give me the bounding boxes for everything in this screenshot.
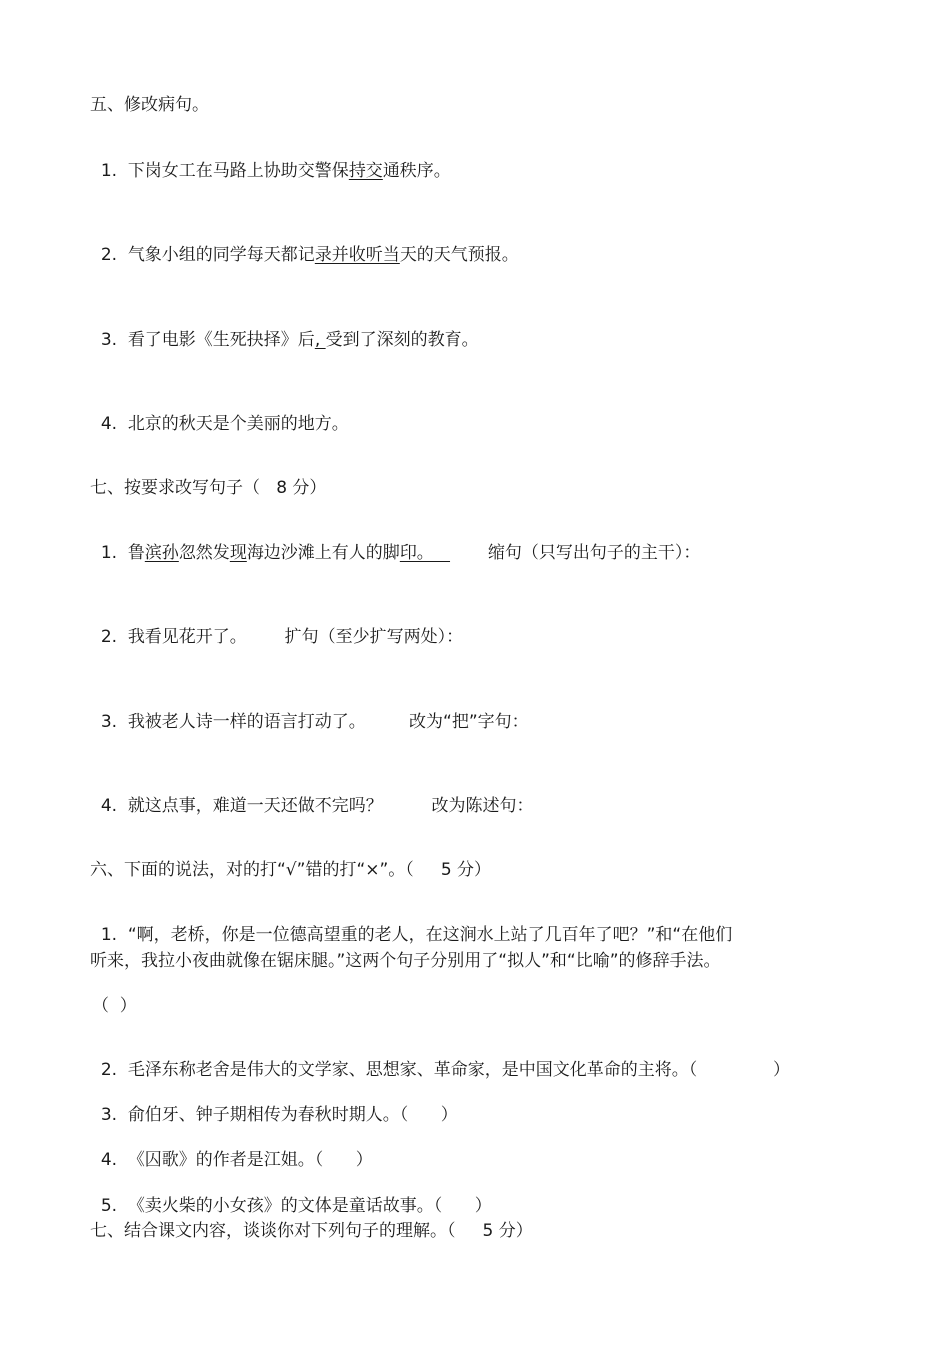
question-number: 3. <box>100 330 118 350</box>
question-text: 毛泽东称老舍是伟大的文学家、思想家、革命家，是中国文化革命的主将。（ ） <box>127 1060 790 1080</box>
question-6-1-line-1 <box>90 905 733 945</box>
underlined-text: 现 <box>229 543 247 563</box>
question-number: 4. <box>100 796 118 816</box>
question-text: 《卖火柴的小女孩》的文体是童话故事。（ ） <box>127 1196 492 1216</box>
underlined-text: 滨孙 <box>144 543 179 563</box>
question-text: 气象小组的同学每天都记 <box>127 245 315 265</box>
question-number: 2. <box>100 245 118 265</box>
question-text: 天的天气预报。 <box>399 245 519 265</box>
question-text: 我被老人诗一样的语言打动了。 改为“把”字句： <box>127 712 529 732</box>
question-number: 3. <box>100 712 118 732</box>
underlined-text: 录并收听当 <box>314 245 400 265</box>
question-7-4 <box>90 776 534 816</box>
question-text: “啊，老桥，你是一位德高望重的老人，在这涧水上站了几百年了吧？”和“在他们 <box>127 925 733 945</box>
question-5-1 <box>90 141 451 181</box>
question-6-3 <box>90 1085 458 1125</box>
question-number: 2. <box>100 1060 118 1080</box>
question-number: 4. <box>100 1150 118 1170</box>
underlined-text: , <box>314 330 326 350</box>
question-text: 受到了深刻的教育。 <box>325 330 479 350</box>
question-6-5 <box>90 1176 492 1216</box>
question-text: 忽然发 <box>178 543 230 563</box>
question-7-3 <box>90 692 529 732</box>
question-7-2 <box>90 607 464 647</box>
section-7-understanding-title: 七、结合课文内容，谈谈你对下列句子的理解。（ 5 分） <box>90 1221 533 1241</box>
question-number: 5. <box>100 1196 118 1216</box>
section-6-title: 六、下面的说法，对的打“√”错的打“×”。（ 5 分） <box>90 860 492 880</box>
question-text: 海边沙滩上有人的脚 <box>246 543 400 563</box>
question-number: 4. <box>100 414 118 434</box>
question-5-2 <box>90 225 519 265</box>
section-5-title: 五、修改病句。 <box>90 95 209 115</box>
question-text: 《囚歌》的作者是江姐。（ ） <box>127 1150 373 1170</box>
question-6-4 <box>90 1130 373 1170</box>
question-text: 就这点事，难道一天还做不完吗？ 改为陈述句： <box>127 796 534 816</box>
question-6-1-line-2: 听来，我拉小夜曲就像在锯床腿。”这两个句子分别用了“拟人”和“比喻”的修辞手法。 <box>90 951 721 971</box>
underlined-text: 持交 <box>348 161 383 181</box>
section-7-rewrite-title: 七、按要求改写句子（ 8 分） <box>90 478 327 498</box>
question-text: 我看见花开了。 扩句（至少扩写两处）： <box>127 627 464 647</box>
question-number: 2. <box>100 627 118 647</box>
question-text: 看了电影《生死抉择》后 <box>127 330 315 350</box>
question-6-1-answer: （ ） <box>92 996 137 1016</box>
question-text: 通秩序。 <box>382 161 451 181</box>
question-6-2 <box>90 1040 790 1080</box>
question-5-4 <box>90 394 349 434</box>
question-7-1 <box>90 523 701 563</box>
question-number: 3. <box>100 1105 118 1125</box>
question-number: 1. <box>100 925 118 945</box>
question-number: 1. <box>100 161 118 181</box>
question-text: 下岗女工在马路上协助交警保 <box>127 161 349 181</box>
instruction-text: 缩句（只写出句子的主干）： <box>450 543 701 563</box>
underlined-text: 印。 <box>399 543 451 563</box>
question-number: 1. <box>100 543 118 563</box>
question-5-3 <box>90 310 479 350</box>
question-text: 鲁 <box>127 543 145 563</box>
question-text: 北京的秋天是个美丽的地方。 <box>127 414 349 434</box>
question-text: 俞伯牙、钟子期相传为春秋时期人。（ ） <box>127 1105 458 1125</box>
